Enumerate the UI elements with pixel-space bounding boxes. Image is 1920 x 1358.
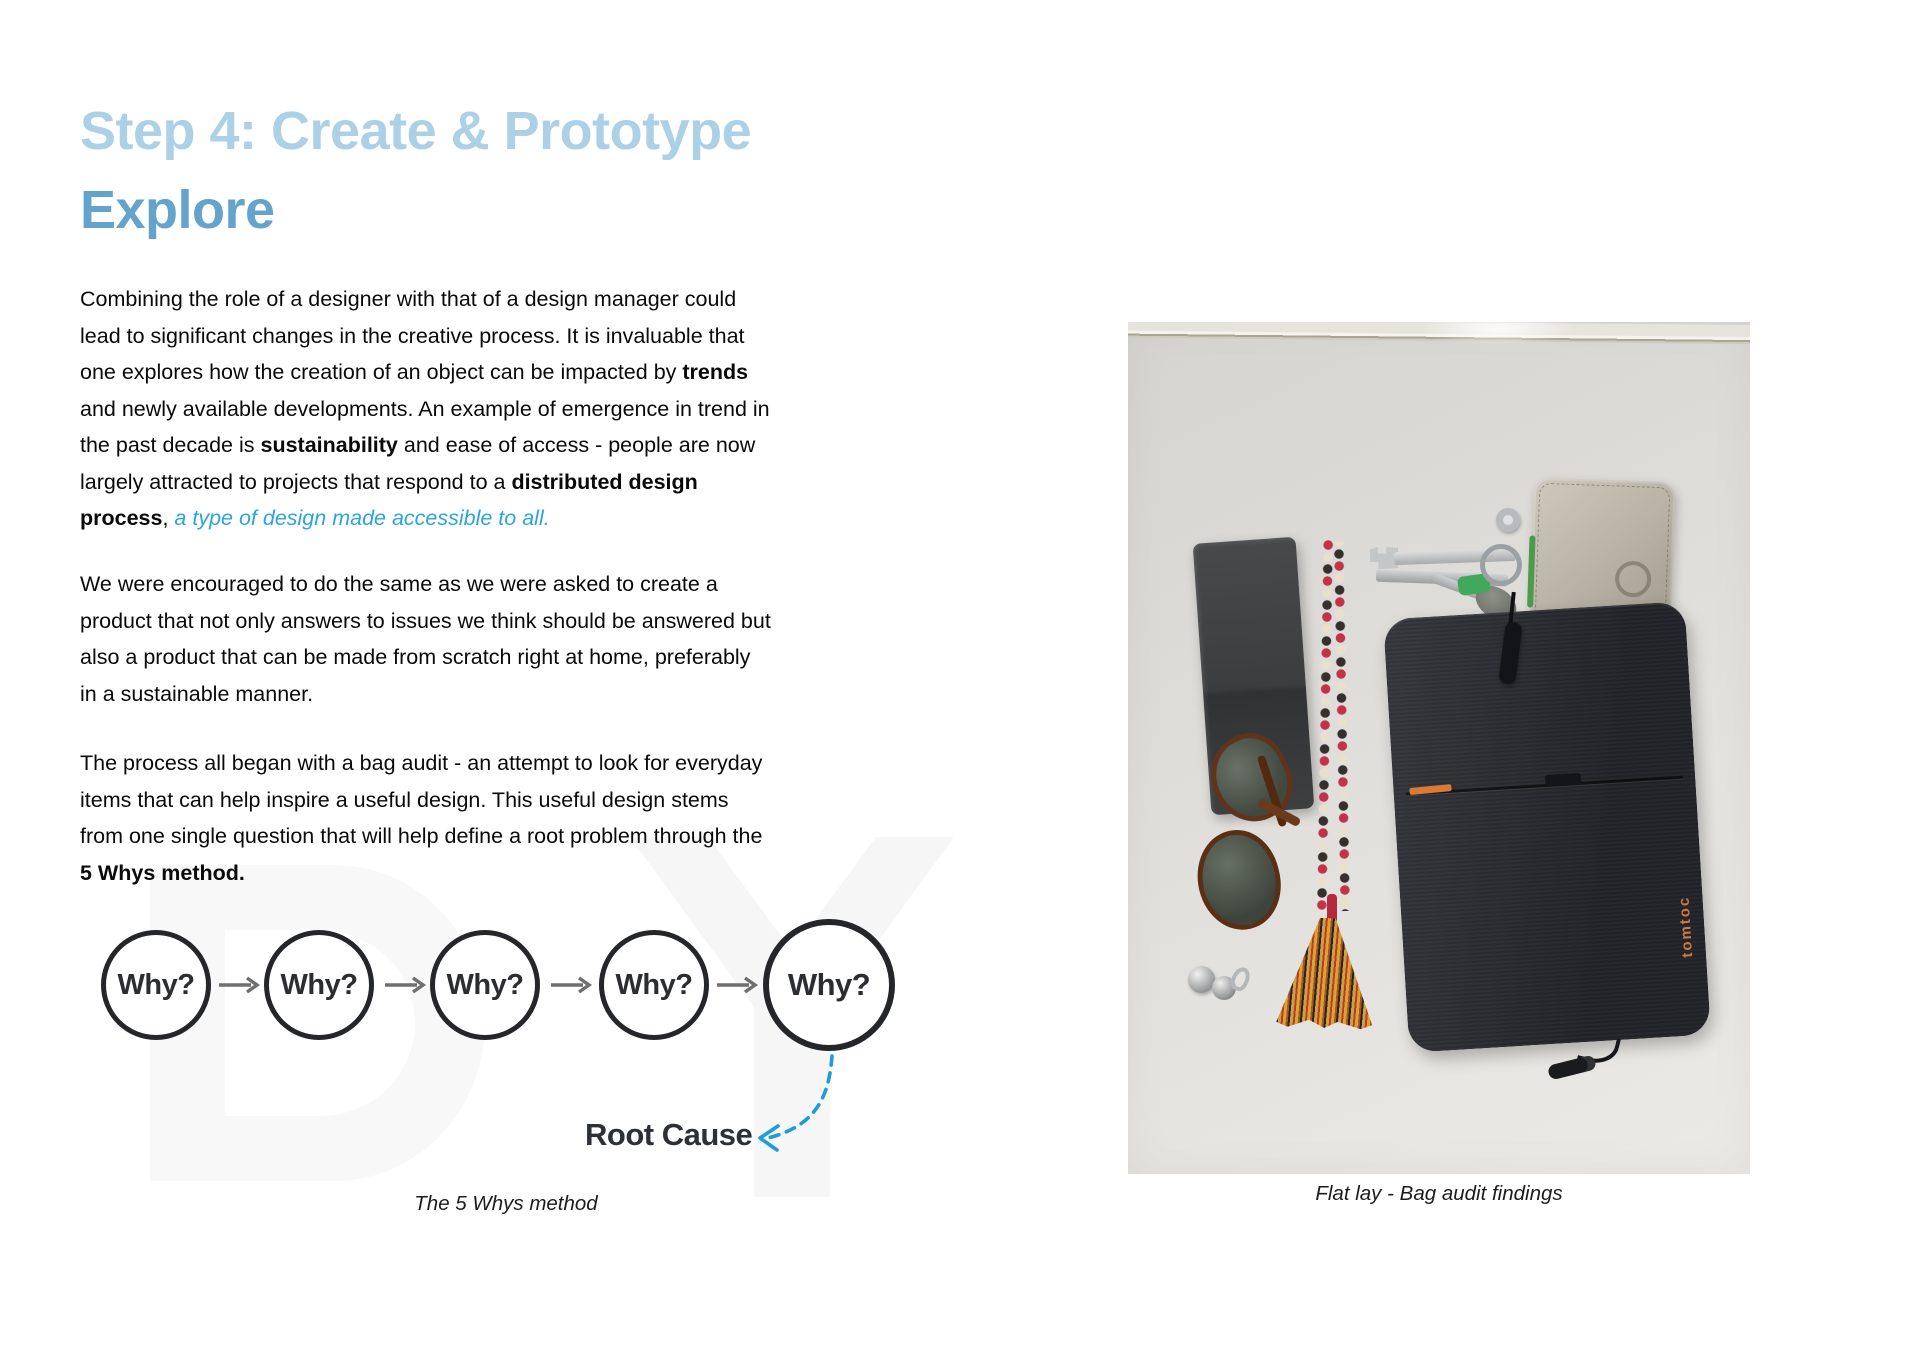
five-whys-diagram	[66, 898, 946, 1218]
p2-text: We were encouraged to do the same as we were asked to create a product that not only answers to issues we think should be answered but also a product that can be made from scratch right at home, preferably in a sustainable manner.	[80, 572, 771, 706]
keychain-bell	[1188, 966, 1215, 993]
right-arrow-icon	[547, 975, 593, 995]
bead-strand	[1333, 542, 1351, 911]
tablet-sleeve	[1383, 601, 1711, 1053]
paragraph-1	[80, 281, 772, 537]
keyring	[1480, 544, 1522, 586]
p1-text-2: and newly available developments. An example of emergence in trend in the past decade is	[80, 396, 770, 457]
diagram-caption: The 5 Whys method	[414, 1192, 598, 1215]
sleeve-bottom-zip-pull	[1547, 1054, 1597, 1080]
why-label-2: Why?	[280, 968, 358, 1001]
why-label-4: Why?	[615, 968, 693, 1001]
why-label-3: Why?	[446, 968, 524, 1001]
photo-caption: Flat lay - Bag audit findings	[1315, 1182, 1563, 1205]
pouch-stitching	[1535, 483, 1671, 623]
p1-bold-distributed-design: distributed design process	[80, 469, 698, 530]
why-circle-4	[599, 930, 709, 1040]
why-label-5: Why?	[787, 967, 871, 1002]
why-label-1: Why?	[117, 968, 195, 1001]
p1-italic-accessible-design: a type of design made accessible to all.	[174, 506, 550, 530]
why-circle-5	[763, 919, 895, 1051]
why-circle-3	[430, 930, 540, 1040]
p1-bold-trends: trends	[682, 360, 749, 384]
p1-text-1: Combining the role of a designer with that of a design manager could lead to significant changes in the creative process. It is invaluable that one explores how the creation of an object can be impacted by	[80, 287, 745, 384]
page-title-explore: Explore	[80, 180, 275, 240]
flat-lay-photo	[1128, 322, 1750, 1174]
p1-text-4: ,	[162, 506, 175, 530]
why-circle-1	[101, 930, 211, 1040]
zipper-pull-ring	[1496, 508, 1520, 532]
p1-text-3: and ease of access - people are now largely attracted to projects that respond to a	[80, 433, 756, 494]
right-arrow-icon	[381, 975, 427, 995]
p3-bold-5-whys: 5 Whys method.	[80, 860, 245, 885]
p1-bold-sustainability: sustainability	[260, 433, 398, 457]
p3-text: The process all began with a bag audit - an attempt to look for everyday items that can help inspire a useful design. This useful design stems from one single question that will help define a root problem through the	[80, 751, 763, 848]
sleeve-zip-slider	[1545, 773, 1582, 787]
paragraph-3	[80, 745, 772, 891]
pouch-zip-edge	[1527, 535, 1536, 607]
sleeve-brand-logo: tomtoc	[1675, 895, 1697, 959]
necklace-tassel	[1276, 916, 1376, 1029]
bead-strand	[1316, 539, 1334, 911]
page-title-step: Step 4: Create & Prototype	[80, 101, 752, 161]
paragraph-2	[80, 566, 772, 712]
sunglasses-lens	[1187, 822, 1291, 939]
right-arrow-icon	[713, 975, 759, 995]
root-cause-label: Root Cause	[585, 1117, 753, 1152]
why-circle-2	[264, 930, 374, 1040]
right-arrow-icon	[215, 975, 261, 995]
page-title	[80, 92, 751, 250]
